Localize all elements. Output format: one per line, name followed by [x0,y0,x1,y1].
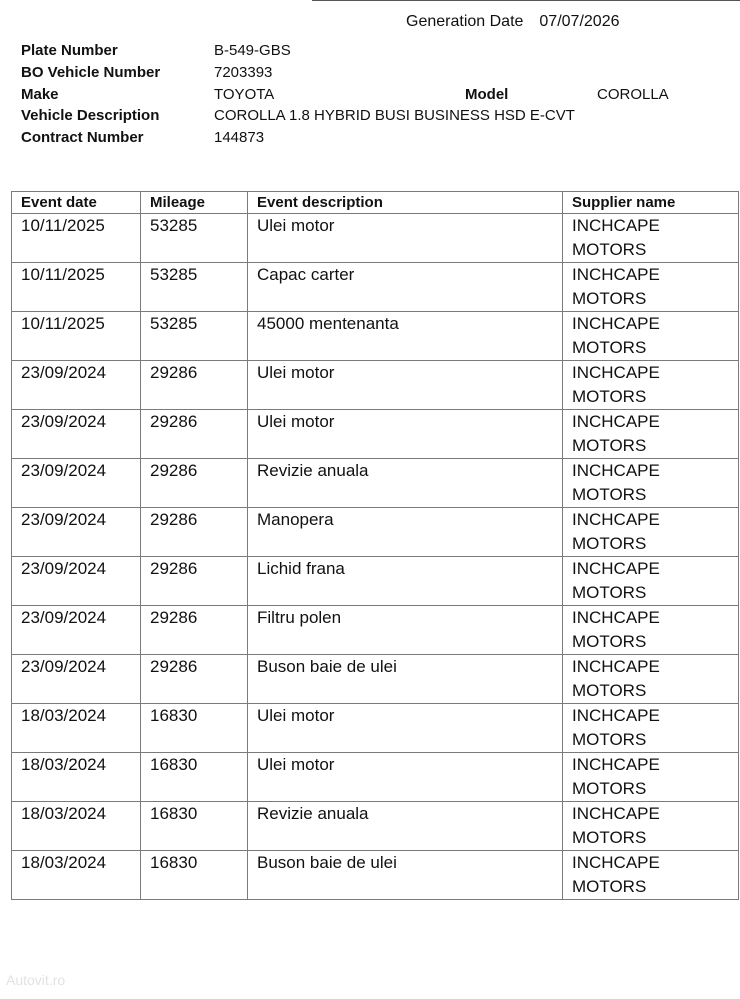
column-header-mileage: Mileage [141,192,248,214]
event-date-cell: 18/03/2024 [12,704,141,753]
supplier-name-cell: INCHCAPE MOTORS [563,851,739,900]
event-date-cell: 23/09/2024 [12,361,141,410]
event-date-cell: 23/09/2024 [12,606,141,655]
model-label: Model [465,86,509,103]
generation-date-label: Generation Date [406,13,524,30]
table-row [12,312,739,361]
table-row [12,704,739,753]
table-row [12,802,739,851]
plate-number-value: B-549-GBS [214,42,291,59]
table-row [12,655,739,704]
bo-vehicle-number-label: BO Vehicle Number [21,64,161,81]
make-label: Make [21,86,59,103]
supplier-name-cell: INCHCAPE MOTORS [563,655,739,704]
mileage-cell: 53285 [141,263,248,312]
supplier-name-cell: INCHCAPE MOTORS [563,508,739,557]
event-description-cell: Ulei motor [248,704,563,753]
events-table [11,191,739,900]
table-row [12,459,739,508]
contract-number-label: Contract Number [21,129,144,146]
event-description-cell: Ulei motor [248,753,563,802]
supplier-name-cell: INCHCAPE MOTORS [563,753,739,802]
supplier-name-cell: INCHCAPE MOTORS [563,704,739,753]
mileage-cell: 29286 [141,410,248,459]
table-row [12,410,739,459]
event-date-cell: 23/09/2024 [12,655,141,704]
supplier-name-cell: INCHCAPE MOTORS [563,214,739,263]
event-date-cell: 10/11/2025 [12,214,141,263]
mileage-cell: 29286 [141,655,248,704]
event-date-cell: 23/09/2024 [12,508,141,557]
table-row [12,753,739,802]
supplier-name-cell: INCHCAPE MOTORS [563,459,739,508]
vehicle-description-value: COROLLA 1.8 HYBRID BUSI BUSINESS HSD E-CVT [214,107,575,124]
event-description-cell: 45000 mentenanta [248,312,563,361]
mileage-cell: 29286 [141,508,248,557]
generation-date-value: 07/07/2026 [539,13,620,30]
table-row [12,263,739,312]
column-header-supplier-name: Supplier name [563,192,739,214]
event-description-cell: Buson baie de ulei [248,851,563,900]
table-row [12,851,739,900]
mileage-cell: 29286 [141,557,248,606]
header-row [12,192,739,214]
event-description-cell: Revizie anuala [248,459,563,508]
event-description-cell: Ulei motor [248,361,563,410]
supplier-name-cell: INCHCAPE MOTORS [563,802,739,851]
mileage-cell: 16830 [141,851,248,900]
mileage-cell: 29286 [141,459,248,508]
supplier-name-cell: INCHCAPE MOTORS [563,606,739,655]
event-description-cell: Filtru polen [248,606,563,655]
supplier-name-cell: INCHCAPE MOTORS [563,557,739,606]
make-value: TOYOTA [214,86,275,103]
event-date-cell: 23/09/2024 [12,410,141,459]
event-description-cell: Capac carter [248,263,563,312]
mileage-cell: 29286 [141,606,248,655]
mileage-cell: 53285 [141,312,248,361]
event-description-cell: Ulei motor [248,214,563,263]
generation-date [406,13,619,31]
table-row [12,606,739,655]
bo-vehicle-number-value: 7203393 [214,64,273,81]
mileage-cell: 16830 [141,704,248,753]
watermark: Autovit.ro [6,972,66,988]
event-description-cell: Buson baie de ulei [248,655,563,704]
supplier-name-cell: INCHCAPE MOTORS [563,410,739,459]
event-description-cell: Lichid frana [248,557,563,606]
table-row [12,557,739,606]
table-row [12,214,739,263]
column-header-event-description: Event description [248,192,563,214]
supplier-name-cell: INCHCAPE MOTORS [563,263,739,312]
event-description-cell: Revizie anuala [248,802,563,851]
event-description-cell: Manopera [248,508,563,557]
event-date-cell: 10/11/2025 [12,263,141,312]
mileage-cell: 16830 [141,753,248,802]
event-date-cell: 10/11/2025 [12,312,141,361]
supplier-name-cell: INCHCAPE MOTORS [563,312,739,361]
model-value: COROLLA [597,86,669,103]
top-divider [312,0,740,1]
column-header-event-date: Event date [12,192,141,214]
event-date-cell: 23/09/2024 [12,459,141,508]
plate-number-label: Plate Number [21,42,118,59]
event-date-cell: 18/03/2024 [12,802,141,851]
event-date-cell: 18/03/2024 [12,753,141,802]
table-row [12,361,739,410]
mileage-cell: 16830 [141,802,248,851]
vehicle-description-label: Vehicle Description [21,107,160,124]
event-date-cell: 23/09/2024 [12,557,141,606]
event-date-cell: 18/03/2024 [12,851,141,900]
event-description-cell: Ulei motor [248,410,563,459]
table-row [12,508,739,557]
mileage-cell: 29286 [141,361,248,410]
supplier-name-cell: INCHCAPE MOTORS [563,361,739,410]
mileage-cell: 53285 [141,214,248,263]
contract-number-value: 144873 [214,129,265,146]
